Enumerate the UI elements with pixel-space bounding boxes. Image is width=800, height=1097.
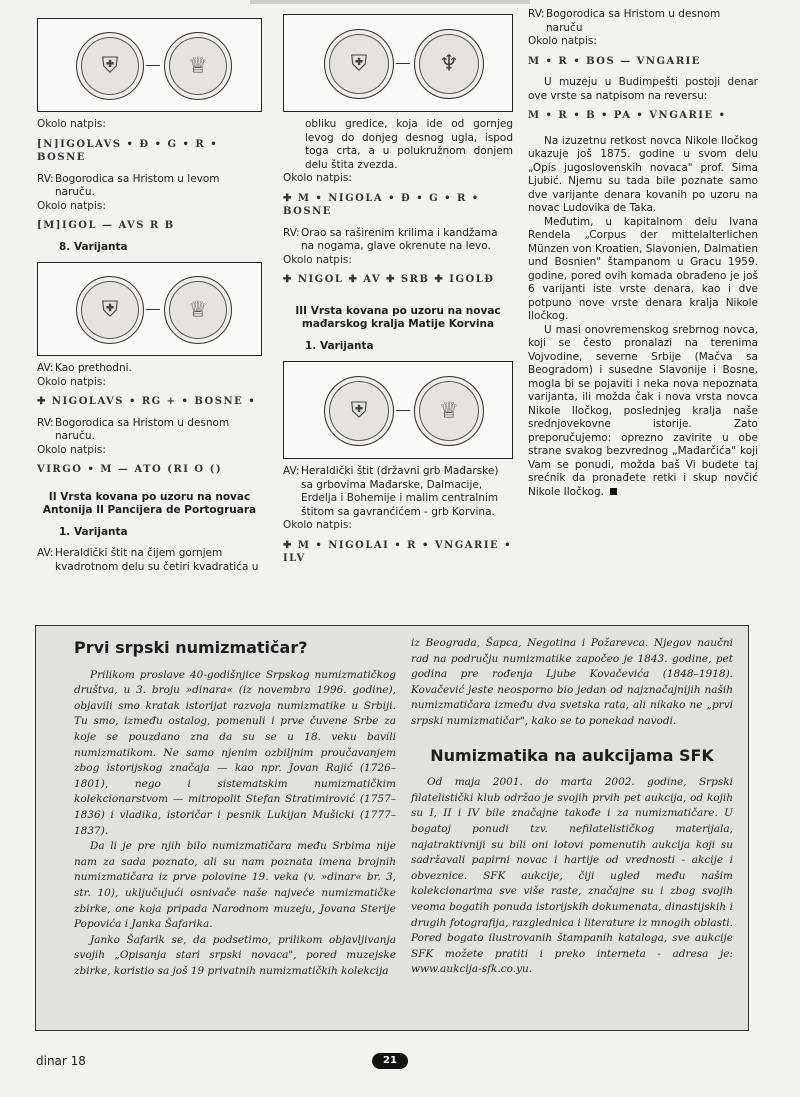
shield-description: obliku gredice, koja ide od gornjeg levog do donjeg desnog ugla, ispod toga crta, a u polukružnom donjem delu štita zvezda. <box>305 118 513 171</box>
rv-text: Bogorodica sa Hristom u desnom naruču. <box>55 416 230 442</box>
coin-obverse <box>76 276 144 344</box>
coin-reverse <box>414 29 484 99</box>
box-title-auctions: Numizmatika na aukcijama SFK <box>430 745 714 765</box>
box-paragraph: Da li je pre njih bilo numizmatičara među Srbima nije nam za sada poznato, ali su nam poznata imena brojnih numizmatičara iz prve polovine 19. veka (v. »dinar« br. 3, str. 10), uključujući osnivače naše najveće numizmatičke zbirke, one koja pripada Narodnom muzeju, Jovana Sterije Popovića i Janka Šafarika. <box>74 840 396 931</box>
coin-obverse <box>76 32 144 100</box>
closing-text: U masi onovremenskog srebrnog novca, koji se često pronalazi na terenima Vojvodine, severne Srbije (Mačva sa Beogradom) i susedne Slavonije i Bosne, mogla bi se pojaviti i neka nova nepoznata varijanta, ili možda čak i nova vrsta novca Nikole Iločkog, poslednjeg kralja naše srednjovekovne istorije. Zato preporučujemo: oprezno zavirite u obe strane svakog bezvrednog „Mađarčića" koji Vam se ponudi, možda baš Vi budete taj srećnik da pronađete retki i skup novčić Nikole Iločkog. <box>528 323 758 498</box>
rv-text: Bogorodica sa Hristom u levom naruču. <box>55 172 220 198</box>
coin-legend: VIRGO • M — ATO (RI O () <box>37 464 223 475</box>
av-description <box>37 362 262 376</box>
box-paragraph: iz Beograda, Šapca, Negotina i Požarevca. Njegov naučni rad na području numizmatike započeo je 1843. godine, pet godina pre rođenja Ljube Kovačevića (1848–1918). Kovačević jeste neosporno bio jedan od najznačajnijih naših numizmatičara između dva svetska rata, ali nikako ne „prvi srpski numizmatičar", kako se to ponekad navodi. <box>411 637 733 727</box>
av-tag: AV: <box>37 362 54 374</box>
av-tag: AV: <box>37 547 54 559</box>
rv-text: Orao sa raširenim krilima i kandžama na nogama, glave okrenute na levo. <box>301 226 498 252</box>
coin-separator <box>396 63 410 64</box>
column-middle <box>283 18 513 574</box>
legend-label: Okolo natpis: <box>37 443 106 456</box>
rv-tag: RV: <box>528 8 545 20</box>
box-paragraph: Od maja 2001. do marta 2002. godine, Srpski filatelistički klub održao je svojih prvih pet aukcija, od kojih su I, II i IV bile značajne takođe i za numizmatičare. U bogatoj ponudi tzv. nefilatelističkog materijala, najatraktivniji su bili oni lotovi pomenutih aukcija koji su sadržavali papirni novac i hartije od vrednosti - akcije i obveznice. SFK aukcije, čiji ugled među našim kolekcionarima sve više raste, značajne su i zbog svojih veoma bogatih ponuda istorijskih dokumenata, dinastijskih i drugih fotografija, razglednica i literature iz mnogih oblasti. Pored bogato ilustrovanih štampanih kataloga, sve aukcije SFK možete pratiti i preko interneta - adresa je: www.aukcija-sfk.co.yu. <box>411 776 733 976</box>
coin-reverse <box>414 376 484 446</box>
coin-image-1 <box>37 18 262 112</box>
av-description <box>283 465 513 519</box>
coin-legend: ✚ M • NIGOLA • Đ • G • R • BOSNE <box>283 192 480 217</box>
body-paragraph: Međutim, u kapitalnom delu Ivana Rendela „Corpus der mittelalterlichen Münzen von Kroatien, Slavonien, Dalmatien und Bosnien" štampanom u Gracu 1959. godine, pored ovih komada obrađeno je još 6 varijanti iste vrste denara, kao i dve potpuno nove vrste denara kralja Nikole Iločkog. <box>528 215 758 322</box>
shield-icon: ⛨ <box>350 51 368 77</box>
coin-legend: ✚ NIGOLAVS • RG + • BOSNE • <box>37 396 257 407</box>
coin-obverse <box>324 29 394 99</box>
shield-icon: ⛨ <box>101 53 119 79</box>
sidebar-box <box>35 625 749 1031</box>
coin-legend: ✚ M • NIGOLAI • R • VNGARIE • ILV <box>283 539 513 564</box>
coin-separator <box>396 410 410 411</box>
rv-description <box>528 8 758 35</box>
madonna-icon: ♕ <box>188 53 208 79</box>
coin-legend: ✚ NIGOL ✚ AV ✚ SRB ✚ IGOLĐ <box>283 274 495 285</box>
section-heading: III Vrsta kovana po uzoru na novac mađarskog kralja Matije Korvina <box>295 304 501 330</box>
rv-tag: RV: <box>37 416 54 429</box>
eagle-icon: ♆ <box>439 51 459 77</box>
av-tag: AV: <box>283 465 300 477</box>
legend-label: Okolo natpis: <box>37 199 106 212</box>
section-heading: II Vrsta kovana po uzoru na novac Antonija II Pancijera de Portogruara <box>42 490 257 516</box>
column-left <box>37 18 262 574</box>
coin-reverse <box>164 32 232 100</box>
box-column-right <box>411 636 733 978</box>
box-paragraph: Janko Šafarik se, da podsetimo, prilikom objavljivanja svojih „Opisanja stari srpski novaca", pored muzejske zbirke, koristio sa još 19 privatnih numizmatičkih kolekcija <box>74 933 396 977</box>
av-text: Kao prethodni. <box>55 362 132 374</box>
rv-description <box>283 227 513 254</box>
coin-obverse <box>324 376 394 446</box>
rv-tag: RV: <box>37 172 54 185</box>
variant-heading: 8. Varijanta <box>59 240 128 253</box>
footer-magazine-label: dinar 18 <box>36 1054 86 1068</box>
coin-image-2 <box>37 262 262 356</box>
end-of-article-icon <box>610 488 617 495</box>
box-paragraph: Prilikom proslave 40-godišnjice Srpskog numizmatičkog društva, u 3. broju »dinara« (iz novembra 1996. godine), objavili smo kratak istorijat razvoja numizmatike u Srbiji. Tu smo, između ostalog, pomenuli i prve čuvene Srbe za koje se pouzdano zna da su se u 18. veku bavili numizmatikom. Ne samo njenim ozbiljnim proučavanjem zbog istorijskog značaja — kao npr. Jovan Rajić (1726–1801), nego i sistematskim numizmatičkim kolekcionarstvom — mitropolit Stefan Stratimirović (1757–1836) i vladika, istoričar i pesnik Lukijan Mušicki (1777–1837). <box>74 668 396 837</box>
legend-label: Okolo natpis: <box>37 375 106 388</box>
av-text: Heraldički štit na čijem gornjem kvadrotnom delu su četiri kvadratića u <box>55 547 259 573</box>
column-right <box>528 8 758 499</box>
coin-legend: [M]IGOL — AVS R B <box>37 220 175 231</box>
av-description <box>37 547 262 574</box>
coin-separator <box>146 65 160 66</box>
rv-description <box>37 173 262 200</box>
shield-icon: ⛨ <box>350 398 368 424</box>
body-paragraph: Na izuzetnu retkost novca Nikole Iločkog ukazuje još 1875. godine u svom delu „Opis jugoslovenskih novaca" prof. Sima Ljubić. Njemu su tada bile poznate samo dve varijante denara kovanih po uzoru na novac Ludovika de Taka. <box>528 134 758 214</box>
page-number: 21 <box>372 1053 408 1069</box>
body-paragraph <box>528 324 758 500</box>
legend-label: Okolo natpis: <box>528 35 597 47</box>
coin-legend: M • R • BOS — VNGARIE <box>528 55 701 67</box>
museum-paragraph: U muzeju u Budimpešti postoji denar ove vrste sa natpisom na reversu: <box>528 76 758 102</box>
coin-reverse <box>164 276 232 344</box>
rv-description <box>37 417 262 444</box>
box-column-left <box>74 640 396 979</box>
madonna-icon: ♕ <box>439 398 459 424</box>
coin-image-3 <box>283 14 513 112</box>
rv-text: Bogorodica sa Hristom u desnom naruču <box>546 8 721 34</box>
legend-label: Okolo natpis: <box>37 118 106 130</box>
legend-label: Okolo natpis: <box>283 172 352 184</box>
box-title-first-numismatist: Prvi srpski numizmatičar? <box>74 638 308 657</box>
variant-heading: 1. Varijanta <box>305 339 374 352</box>
shield-icon: ⛨ <box>101 297 119 323</box>
rv-tag: RV: <box>283 226 300 239</box>
madonna-icon: ♕ <box>188 297 208 323</box>
page-top-edge <box>250 0 530 4</box>
coin-separator <box>146 309 160 310</box>
legend-label: Okolo natpis: <box>283 253 352 266</box>
legend-label: Okolo natpis: <box>283 519 352 531</box>
coin-legend: [N]IGOLAVS • Đ • G • R • BOSNE <box>37 138 219 163</box>
variant-heading: 1. Varijanta <box>59 525 128 538</box>
coin-legend: M • R • B • PA • VNGARIE • <box>528 110 727 121</box>
av-text: Heraldički štit (državni grb Mađarske) sa grbovima Mađarske, Dalmacije, Erdelja i Bohemije i malim centralnim štitom sa gavranćićem - grb Korvina. <box>301 465 499 518</box>
coin-image-4 <box>283 361 513 459</box>
